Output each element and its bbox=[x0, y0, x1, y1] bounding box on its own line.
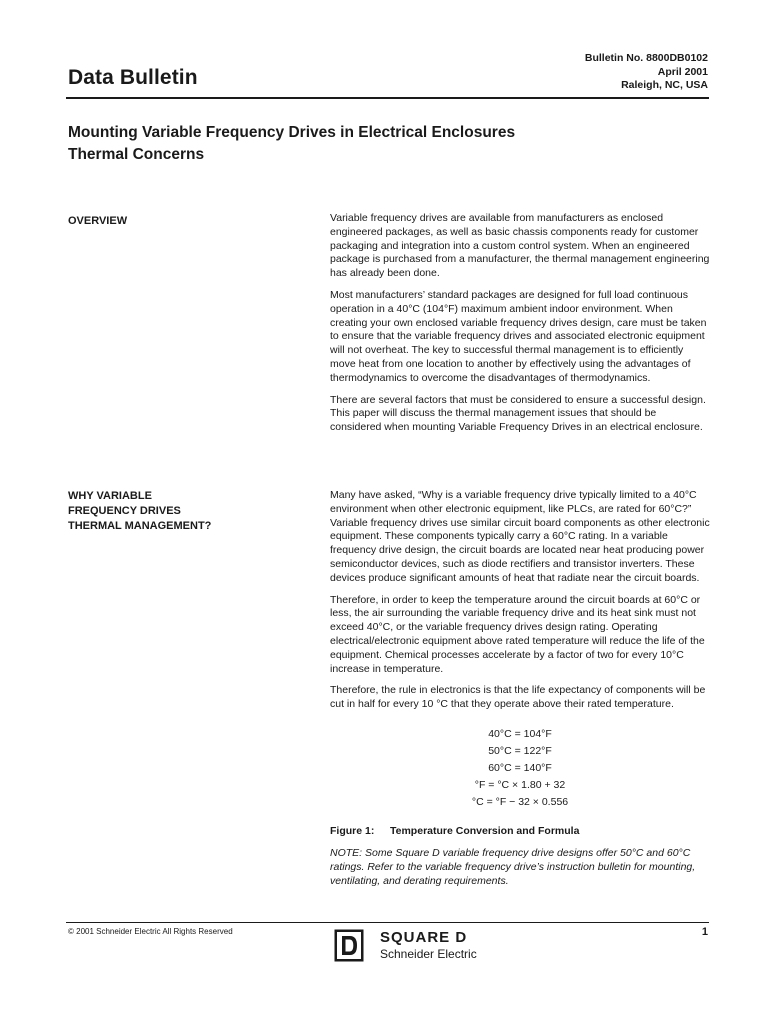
overview-paragraph: Most manufacturers’ standard packages are designed for full load continuous operation in a 40°C (104°F) maximum ambient indoor environment. When creating your own enclosed variable frequency drives design, care must be taken to ensure that the variable frequency drives and associated electronic equipment will not overheat. The key to successful thermal management is to efficiently move heat from one location to another by effectively using the advantages of thermodynamics to overcome the disadvantages of thermodynamics. bbox=[330, 288, 707, 384]
equation: 40°C = 104°F bbox=[488, 728, 552, 740]
bulletin-number: Bulletin No. 8800DB0102 bbox=[584, 52, 708, 64]
temperature-equations bbox=[330, 726, 710, 811]
why-heading-line: FREQUENCY DRIVES bbox=[68, 505, 181, 517]
document-title-line1: Mounting Variable Frequency Drives in Electrical Enclosures bbox=[68, 124, 516, 141]
why-paragraph: Therefore, in order to keep the temperature around the circuit boards at 60°C or less, the air surrounding the variable frequency drive and its heat sink must not exceed 40°C, or the variable frequency drives design rating. Operating electrical/electronic equipment above rated temperature will reduce the life of the equipment. Chemical processes accelerate by a factor of two for every 10°C increase in temperature. bbox=[330, 593, 705, 675]
bulletin-title: Data Bulletin bbox=[68, 66, 198, 89]
overview-heading: OVERVIEW bbox=[68, 215, 128, 227]
header-divider bbox=[66, 97, 709, 99]
bulletin-date: April 2001 bbox=[657, 65, 708, 78]
figure-caption bbox=[330, 825, 579, 837]
overview-paragraph: There are several factors that must be considered to ensure a successful design. This paper will discuss the thermal management issues that should be considered when mounting Variable Frequency Drives in an electrical enclosure. bbox=[330, 393, 706, 434]
brand-subtitle: Schneider Electric bbox=[380, 947, 477, 961]
document-title-line2: Thermal Concerns bbox=[68, 146, 205, 163]
figure-caption-text: Temperature Conversion and Formula bbox=[390, 825, 580, 837]
square-d-emblem-icon bbox=[334, 929, 364, 962]
overview-body bbox=[330, 212, 710, 443]
bulletin-location: Raleigh, NC, USA bbox=[621, 79, 708, 91]
equation: °C = °F − 32 × 0.556 bbox=[471, 796, 569, 808]
why-heading bbox=[68, 489, 268, 534]
copyright-notice: © 2001 Schneider Electric All Rights Reserved bbox=[68, 927, 233, 936]
document-title bbox=[68, 122, 515, 166]
bulletin-meta bbox=[585, 52, 708, 93]
brand-name: SQUARE D bbox=[380, 929, 468, 946]
footer-divider bbox=[66, 922, 709, 923]
note-text: NOTE: Some Square D variable frequency drive designs offer 50°C and 60°C ratings. Refer to the variable frequency drive’s instruction bulletin for mounting, ventilating, and derating requirements. bbox=[330, 847, 696, 887]
why-paragraph: Many have asked, “Why is a variable frequency drive typically limited to a 40°C environment when other electronic equipment, like PLCs, are rated for 60°C?” Variable frequency drives use similar circuit board components as other electronic equipment. These components typically carry a 60°C rating. In a variable frequency drive design, the circuit boards are located near heat producing power semiconductor devices, such as diode rectifiers and transistor inverters. These devices produce significant amounts of heat that radiate near the circuit boards. bbox=[330, 489, 710, 584]
overview-paragraph: Variable frequency drives are available from manufacturers as enclosed engineered packages, as well as basic chassis components ready for customer packaging and integration into a custom control system. When an engineered package is purchased from a manufacturer, the thermal management engineering has already been done. bbox=[330, 212, 710, 280]
why-paragraph: Therefore, the rule in electronics is that the life expectancy of components will be cut in half for every 10 °C that they operate above their rated temperature. bbox=[330, 684, 706, 711]
square-d-logo bbox=[334, 929, 504, 965]
why-body bbox=[330, 489, 710, 720]
page-number: 1 bbox=[701, 926, 708, 938]
equation: °F = °C × 1.80 + 32 bbox=[474, 779, 566, 791]
why-heading-line: THERMAL MANAGEMENT? bbox=[68, 520, 212, 532]
why-heading-line: WHY VARIABLE bbox=[68, 490, 152, 502]
equation: 60°C = 140°F bbox=[488, 762, 552, 774]
figure-number: Figure 1: bbox=[330, 825, 375, 837]
equation: 50°C = 122°F bbox=[488, 745, 552, 757]
